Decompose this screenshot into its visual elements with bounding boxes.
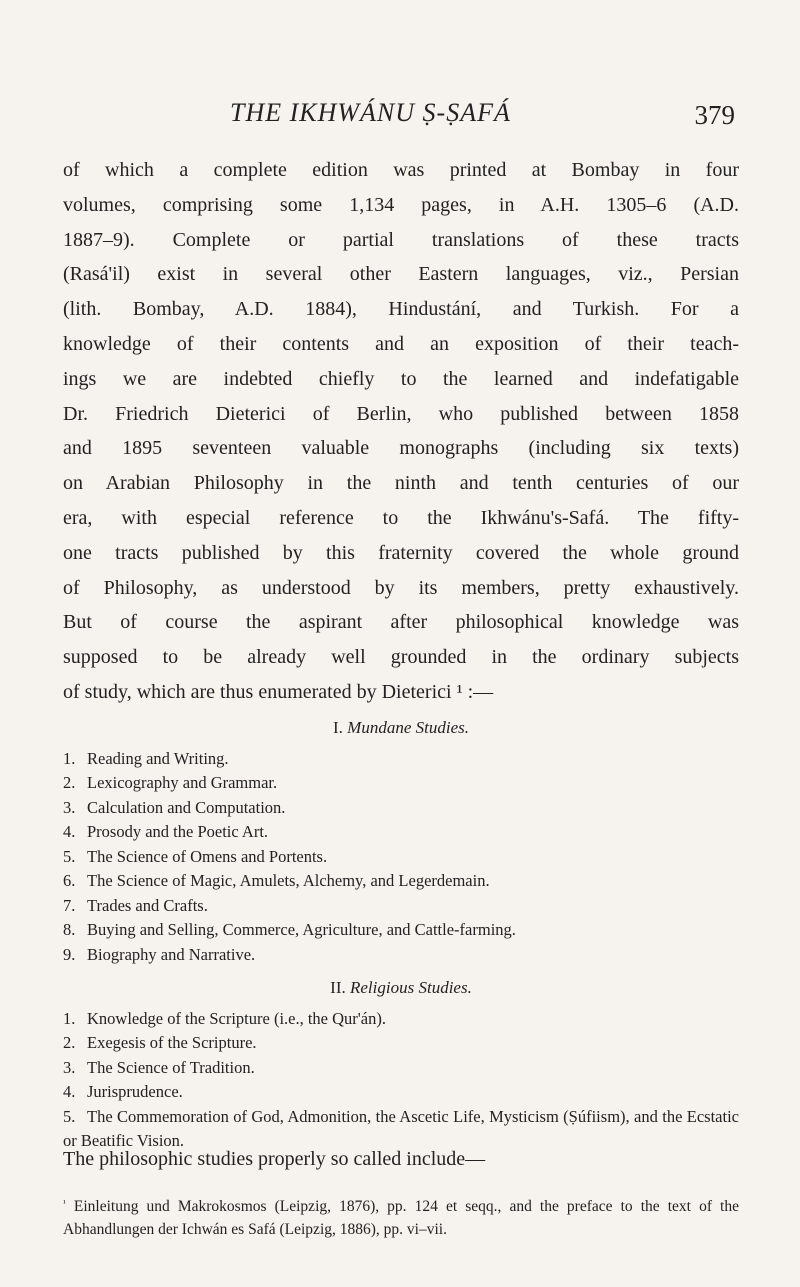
item-number: 1. xyxy=(63,748,76,768)
item-number: 2. xyxy=(63,773,76,792)
body-line: of which a complete edition was printed at Bombay in four xyxy=(63,159,739,181)
body-line: ings we are indebted chiefly to the learned and indefatigable xyxy=(63,367,739,390)
body-line: volumes, comprising some 1,134 pages, in A.H. 1305–6 (A.D. xyxy=(63,193,739,216)
religious-studies-section xyxy=(63,976,739,1154)
section-heading xyxy=(63,716,739,741)
mundane-studies-section xyxy=(63,716,739,967)
body-line: But of course the aspirant after philosophical knowledge was xyxy=(63,611,739,634)
item-number: 2. xyxy=(63,1033,76,1052)
body-line: (Rasá'il) exist in several other Eastern languages, viz., Persian xyxy=(63,263,739,286)
body-line: one tracts published by this fraternity covered the whole ground xyxy=(63,541,739,564)
list-item xyxy=(63,943,739,968)
item-text: The Science of Omens and Portents. xyxy=(87,846,328,866)
list-item xyxy=(63,1105,739,1154)
item-text: The Science of Tradition. xyxy=(87,1057,255,1077)
body-line: of Philosophy, as understood by its members, pretty exhaustively. xyxy=(63,576,739,599)
item-number: 9. xyxy=(63,944,76,964)
running-head xyxy=(60,98,740,138)
item-number: 3. xyxy=(63,1057,76,1077)
list-item xyxy=(63,747,739,772)
item-text: Biography and Narrative. xyxy=(87,944,256,964)
item-number: 5. xyxy=(63,846,76,866)
list-item xyxy=(63,894,739,919)
item-text: The Science of Magic, Amulets, Alchemy, and Legerdemain. xyxy=(87,871,490,890)
list-item xyxy=(63,796,739,821)
list-item xyxy=(63,845,739,870)
religious-studies-list xyxy=(63,1007,739,1154)
list-item xyxy=(63,1007,739,1032)
item-text: Calculation and Computation. xyxy=(87,797,286,817)
list-item xyxy=(63,771,739,796)
footnote-marker: ¹ xyxy=(63,1199,66,1209)
item-number: 4. xyxy=(63,822,76,841)
body-line: of study, which are thus enumerated by Dieterici ¹ :— xyxy=(63,680,494,703)
item-text: Knowledge of the Scripture (i.e., the Qur'án). xyxy=(87,1008,386,1028)
section-title: Mundane Studies. xyxy=(347,718,469,737)
item-text: The Commemoration of God, Admonition, the Ascetic Life, Mysticism (Ṣúfiism), and the Ecstatic or Beatific Vision. xyxy=(63,1106,739,1150)
item-text: Jurisprudence. xyxy=(87,1082,183,1101)
item-number: 7. xyxy=(63,895,76,915)
body-line: Dr. Friedrich Dieterici of Berlin, who published between 1858 xyxy=(63,402,739,425)
body-line: 1887–9). Complete or partial translations of these tracts xyxy=(63,228,739,251)
item-text: Prosody and the Poetic Art. xyxy=(87,822,269,841)
body-line: (lith. Bombay, A.D. 1884), Hindustání, and Turkish. For a xyxy=(63,298,739,321)
page-number: 379 xyxy=(694,100,735,130)
list-item xyxy=(63,1031,739,1056)
section-numeral: II. xyxy=(330,978,346,997)
body-line: knowledge of their contents and an exposition of their teach- xyxy=(63,332,739,355)
item-text: Exegesis of the Scripture. xyxy=(87,1033,257,1052)
section-numeral: I. xyxy=(333,718,343,737)
item-number: 4. xyxy=(63,1082,76,1101)
list-item xyxy=(63,918,739,943)
section-title: Religious Studies. xyxy=(350,978,472,997)
item-text: Reading and Writing. xyxy=(87,748,229,768)
item-text: Buying and Selling, Commerce, Agriculture, and Cattle-farming. xyxy=(87,920,516,939)
item-text: Lexicography and Grammar. xyxy=(87,773,278,792)
item-text: Trades and Crafts. xyxy=(87,895,208,915)
body-line: era, with especial reference to the Ikhwánu's-Safá. The fifty- xyxy=(63,506,739,529)
body-paragraph xyxy=(63,153,739,710)
footnote xyxy=(63,1193,739,1241)
item-number: 3. xyxy=(63,797,76,817)
item-number: 6. xyxy=(63,871,76,890)
list-item xyxy=(63,820,739,845)
item-number: 1. xyxy=(63,1008,76,1028)
closing-line: The philosophic studies properly so called include— xyxy=(63,1148,486,1170)
body-line: supposed to be already well grounded in the ordinary subjects xyxy=(63,646,739,669)
item-number: 8. xyxy=(63,920,76,939)
mundane-studies-list xyxy=(63,747,739,968)
body-line: on Arabian Philosophy in the ninth and tenth centuries of our xyxy=(63,472,739,495)
list-item xyxy=(63,1056,739,1081)
list-item xyxy=(63,869,739,894)
item-number: 5. xyxy=(63,1106,76,1126)
body-line: and 1895 seventeen valuable monographs (including six texts) xyxy=(63,437,739,460)
footnote-text: Einleitung und Makrokosmos (Leipzig, 1876), pp. 124 et seqq., and the preface to the text of the Abhandlungen der Ichwán es Safá (Leipzig, 1886), pp. vi–vii. xyxy=(63,1198,739,1239)
list-item xyxy=(63,1080,739,1105)
running-title: THE IKHWÁNU Ṣ-ṢAFÁ xyxy=(230,98,511,127)
section-heading xyxy=(63,976,739,1001)
